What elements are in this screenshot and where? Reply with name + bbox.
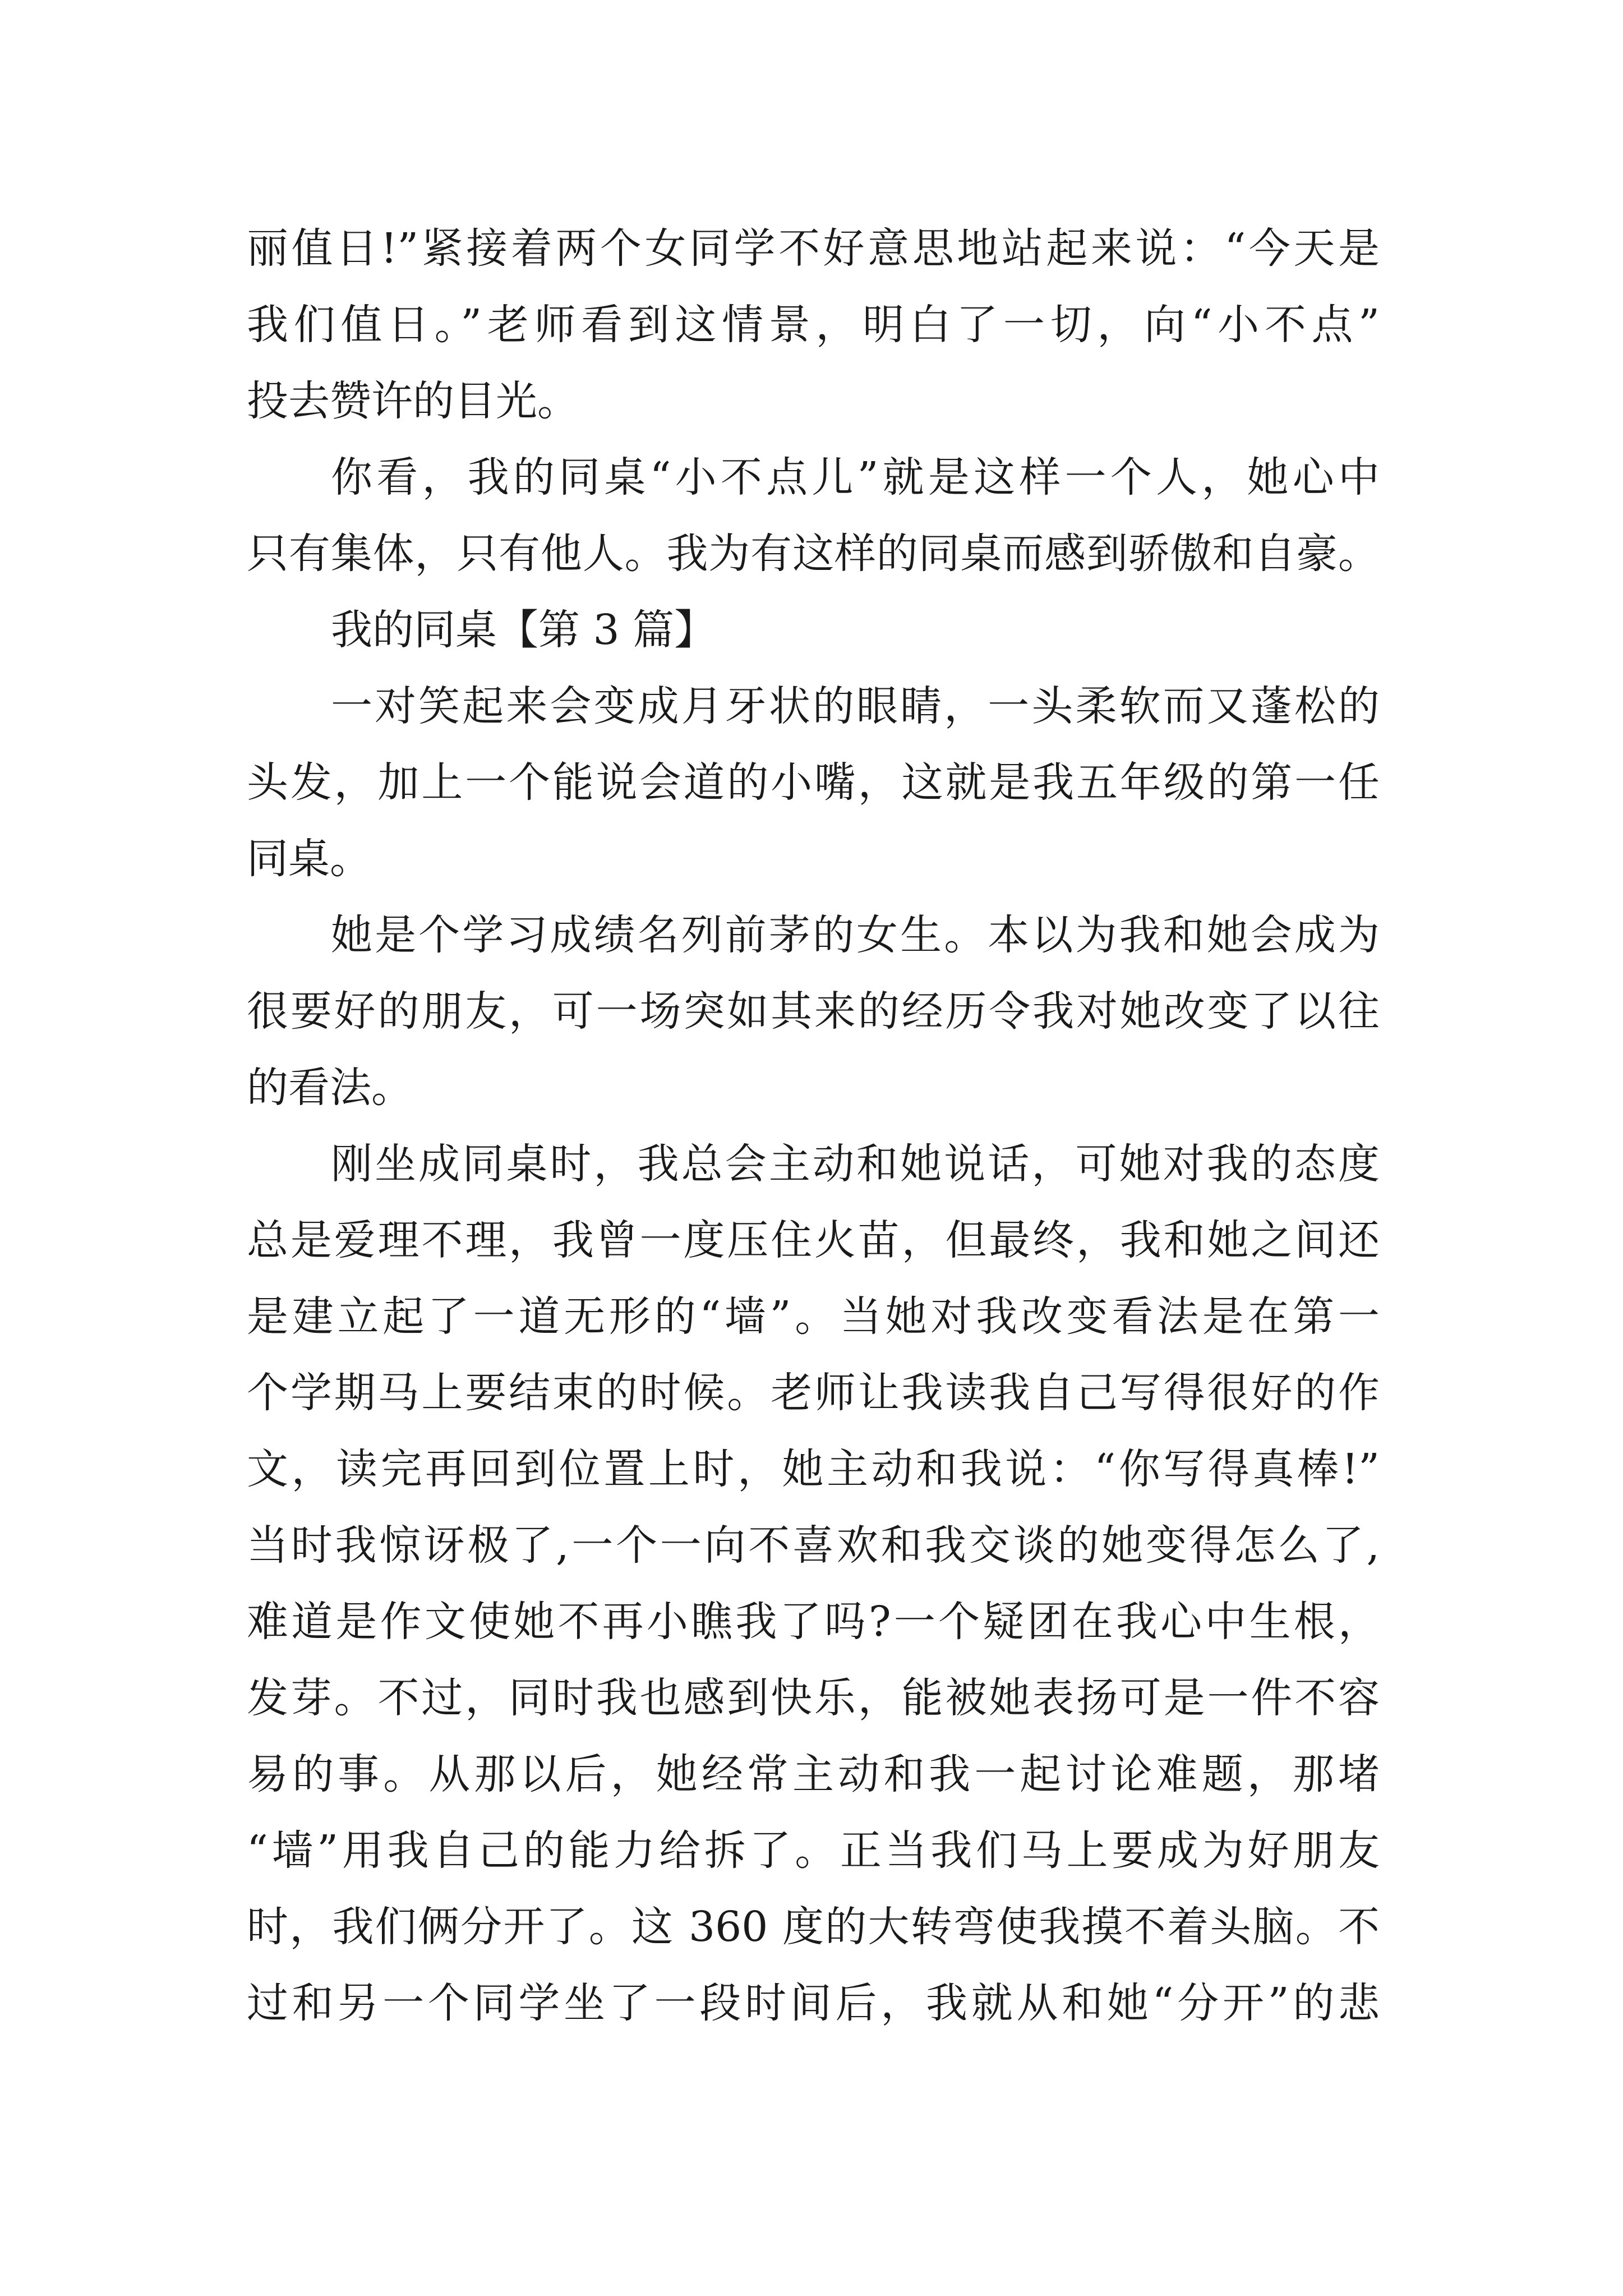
text-line: 时，我们俩分开了。这 360 度的大转弯使我摸不着头脑。不 bbox=[247, 1903, 1380, 1951]
text-line: 她是个学习成绩名列前茅的女生。本以为我和她会成为 bbox=[331, 911, 1380, 959]
text-line: 你看，我的同桌“小不点儿”就是这样一个人，她心中 bbox=[331, 453, 1380, 501]
text-line: 头发，加上一个能说会道的小嘴，这就是我五年级的第一任 bbox=[247, 758, 1380, 807]
text-line: 的看法。 bbox=[247, 1064, 413, 1112]
text-line: 一对笑起来会变成月牙状的眼睛，一头柔软而又蓬松的 bbox=[331, 682, 1380, 730]
text-line: 个学期马上要结束的时候。老师让我读我自己写得很好的作 bbox=[247, 1369, 1380, 1417]
text-line: 只有集体，只有他人。我为有这样的同桌而感到骄傲和自豪。 bbox=[247, 530, 1380, 578]
body-text bbox=[247, 210, 1380, 2041]
text-line: 易的事。从那以后，她经常主动和我一起讨论难题，那堵 bbox=[247, 1750, 1380, 1798]
text-line: 同桌。 bbox=[247, 835, 371, 883]
text-line: 难道是作文使她不再小瞧我了吗?一个疑团在我心中生根， bbox=[247, 1598, 1380, 1646]
text-line: 很要好的朋友，可一场突如其来的经历令我对她改变了以往 bbox=[247, 987, 1380, 1036]
text-line: 总是爱理不理，我曾一度压住火苗，但最终，我和她之间还 bbox=[247, 1216, 1380, 1264]
text-line: 刚坐成同桌时，我总会主动和她说话，可她对我的态度 bbox=[331, 1140, 1380, 1188]
section-heading: 我的同桌【第 3 篇】 bbox=[331, 606, 716, 654]
text-line: 当时我惊讶极了,一个一向不喜欢和我交谈的她变得怎么了, bbox=[247, 1521, 1380, 1570]
text-line: “墙”用我自己的能力给拆了。正当我们马上要成为好朋友 bbox=[247, 1826, 1380, 1875]
text-line: 过和另一个同学坐了一段时间后，我就从和她“分开”的悲 bbox=[247, 1979, 1380, 2027]
text-line: 是建立起了一道无形的“墙”。当她对我改变看法是在第一 bbox=[247, 1292, 1380, 1341]
text-line: 文，读完再回到位置上时，她主动和我说：“你写得真棒!” bbox=[247, 1445, 1380, 1493]
text-line: 投去赞许的目光。 bbox=[247, 377, 579, 425]
text-line: 我们值日。”老师看到这情景，明白了一切，向“小不点” bbox=[247, 301, 1380, 349]
text-line: 丽值日!”紧接着两个女同学不好意思地站起来说：“今天是 bbox=[247, 224, 1380, 273]
text-line: 发芽。不过，同时我也感到快乐，能被她表扬可是一件不容 bbox=[247, 1674, 1380, 1722]
